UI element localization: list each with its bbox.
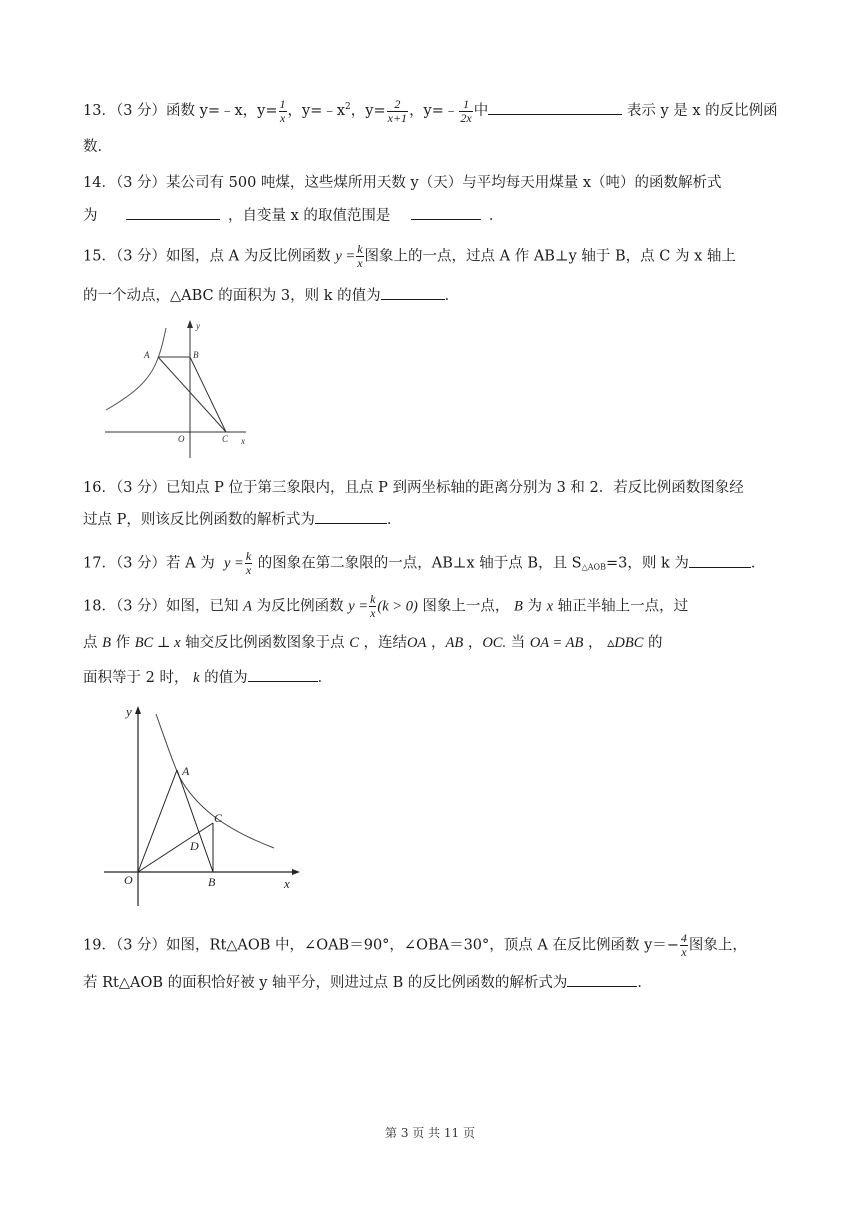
label-o: O xyxy=(124,873,133,887)
q15-text: 15．（3 分）如图，点 A 为反比例函数 xyxy=(83,248,331,265)
label-a: A xyxy=(182,764,190,778)
q14-text: ． xyxy=(488,208,504,224)
q18-math: B xyxy=(514,598,523,615)
question-18-figure xyxy=(100,700,310,910)
q13-text: ，y= xyxy=(350,103,386,119)
q18-math: k xyxy=(193,670,200,686)
label-x: x xyxy=(284,876,290,891)
label-b: B xyxy=(208,875,216,889)
q18-text: ，连结 xyxy=(363,635,408,651)
segment-oa xyxy=(138,770,177,872)
q18-text: 的 xyxy=(648,635,663,651)
q16-text: 过点 P，则该反比例函数的解析式为 xyxy=(83,512,315,528)
q13-prefix: 13．（3 分）函数 y=﹣x，y= xyxy=(83,103,278,119)
answer-blank[interactable] xyxy=(567,972,637,987)
q18-math: OA xyxy=(407,635,427,651)
q17-text: 的图象在第二象限的一点，AB⊥x 轴于点 B，且 S xyxy=(257,555,582,572)
label-x: x xyxy=(241,436,245,446)
question-14-line-1: 14．（3 分）某公司有 500 吨煤，这些煤所用天数 y（天）与平均每天用煤量 x（吨）的函数解析式 xyxy=(83,175,722,191)
q19-text: 图象上， xyxy=(688,937,747,954)
q18-math: C xyxy=(349,635,359,651)
q13-fraction-1: $\frac{1}{x}$ xyxy=(279,96,286,125)
question-18-line-1 xyxy=(83,593,688,620)
q19-text: 19．（3 分）如图，Rt△AOB 中，∠OAB＝90°，∠OBA＝30°，顶点 A 在反比例函数 y＝− xyxy=(83,937,679,954)
label-b: B xyxy=(193,350,199,360)
q18-text: 点 xyxy=(83,635,98,651)
q18-text: ， xyxy=(588,635,603,651)
x-axis-arrow-icon xyxy=(292,869,300,875)
question-16-line-2 xyxy=(83,509,401,530)
q18-text: 作 xyxy=(115,635,131,651)
q18-condition: (k > 0) xyxy=(377,598,418,615)
segment-oc xyxy=(138,823,213,872)
y-axis-arrow-icon xyxy=(187,320,193,328)
q18-equation: y = xyxy=(348,598,369,615)
q18-text: 为反比例函数 xyxy=(256,598,344,615)
q14-text: ，自变量 x 的取值范围是 xyxy=(228,208,405,224)
question-18-line-2 xyxy=(83,633,663,653)
question-17-line xyxy=(83,550,765,578)
q17-text: =3，则 k 为 xyxy=(605,555,689,572)
answer-blank[interactable] xyxy=(689,553,751,568)
question-16-line-1: 16．（3 分）已知点 P 位于第三象限内，且点 P 到两坐标轴的距离分别为 3 和 2．若反比例函数图象经 xyxy=(83,480,744,496)
q18-text: 的值为 xyxy=(204,670,248,686)
question-18-line-3 xyxy=(83,667,332,688)
question-13-line-2: 数． xyxy=(83,139,112,155)
q18-math: A xyxy=(243,598,253,615)
q13-superscript: 2 xyxy=(345,102,351,112)
q18-text: ， xyxy=(431,635,446,651)
q13-text: 表示 y 是 x 的反比例函 xyxy=(622,103,778,119)
q18-math: B xyxy=(102,635,111,651)
label-c: C xyxy=(222,434,229,444)
label-y: y xyxy=(126,704,132,719)
q15-text: 的一个动点，△ABC 的面积为 3，则 k 的值为 xyxy=(83,288,381,304)
q18-text: 当 xyxy=(510,635,526,651)
q17-equation: y = xyxy=(223,555,244,572)
q14-text: 为 xyxy=(83,208,112,224)
q18-math: x xyxy=(546,598,554,615)
q18-fraction: $\frac{k}{x}$ xyxy=(370,592,376,620)
q19-text: 若 Rt△AOB 的面积恰好被 y 轴平分，则进过点 B 的反比例函数的解析式为 xyxy=(83,975,568,991)
q17-fraction: $\frac{k}{x}$ xyxy=(245,549,252,577)
q18-text: 轴交反比例函数图象于点 xyxy=(185,635,345,651)
q18-text: ． xyxy=(317,670,333,686)
answer-blank[interactable] xyxy=(126,205,220,220)
page-footer: 第 3 页 共 11 页 xyxy=(385,1126,475,1140)
question-13-line-1 xyxy=(83,97,778,125)
q13-text: 中 xyxy=(473,103,489,119)
q15-fraction: $\frac{k}{x}$ xyxy=(357,242,363,270)
answer-blank[interactable] xyxy=(488,100,622,115)
hyperbola-curve xyxy=(156,714,274,848)
q18-math: AB xyxy=(445,635,464,651)
q18-text: ， xyxy=(467,635,483,651)
q18-text: 轴正半轴上一点，过 xyxy=(557,598,689,615)
question-15-figure xyxy=(100,318,260,462)
q18-math: ▵DBC xyxy=(607,635,644,651)
q15-text: ． xyxy=(444,288,460,304)
label-a: A xyxy=(144,350,150,360)
q13-fraction-3: $\frac{1}{2x}$ xyxy=(460,96,472,125)
hyperbola-curve xyxy=(106,328,166,410)
answer-blank[interactable] xyxy=(315,509,387,524)
q17-subscript: △AOB xyxy=(581,562,606,572)
q13-text: ，y=﹣ xyxy=(409,103,459,119)
segment-ab xyxy=(177,770,213,872)
q19-text: ． xyxy=(637,975,652,991)
q15-text: 图象上的一点，过点 A 作 AB⊥y 轴于 B，点 C 为 x 轴上 xyxy=(364,248,736,265)
label-o: O xyxy=(178,434,185,444)
q18-text: 面积等于 2 时， xyxy=(83,670,189,686)
answer-blank[interactable] xyxy=(248,667,318,682)
q17-text: 17．（3 分）若 A 为 xyxy=(83,555,215,572)
segment-ac xyxy=(158,357,226,432)
q18-text: 18．（3 分）如图，已知 xyxy=(83,598,239,615)
q18-text: 为 xyxy=(527,598,542,615)
answer-blank[interactable] xyxy=(381,285,445,300)
q18-text: 图象上一点， xyxy=(422,598,510,615)
q18-math: OA = AB xyxy=(529,635,584,651)
question-19-line-2 xyxy=(83,972,652,993)
question-15-line-1 xyxy=(83,243,736,270)
segment-bc xyxy=(190,357,226,432)
label-d: D xyxy=(190,839,199,853)
y-axis-arrow-icon xyxy=(135,706,141,714)
q19-fraction: $\frac{4}{x}$ xyxy=(680,931,687,959)
label-y: y xyxy=(196,321,200,331)
q18-math: BC ⊥ x xyxy=(134,635,181,651)
label-c: C xyxy=(214,811,223,825)
q13-fraction-2: $\frac{2}{x+1}$ xyxy=(387,96,408,125)
answer-blank[interactable] xyxy=(411,205,481,220)
question-15-line-2 xyxy=(83,285,459,306)
q16-text: ． xyxy=(386,512,402,528)
q13-text: ，y=﹣x xyxy=(287,103,346,119)
question-14-line-2 xyxy=(83,205,503,226)
q15-equation: y = xyxy=(335,248,356,265)
question-19-line-1 xyxy=(83,932,747,959)
q17-text: ． xyxy=(750,555,766,572)
q18-math: OC. xyxy=(482,635,507,651)
